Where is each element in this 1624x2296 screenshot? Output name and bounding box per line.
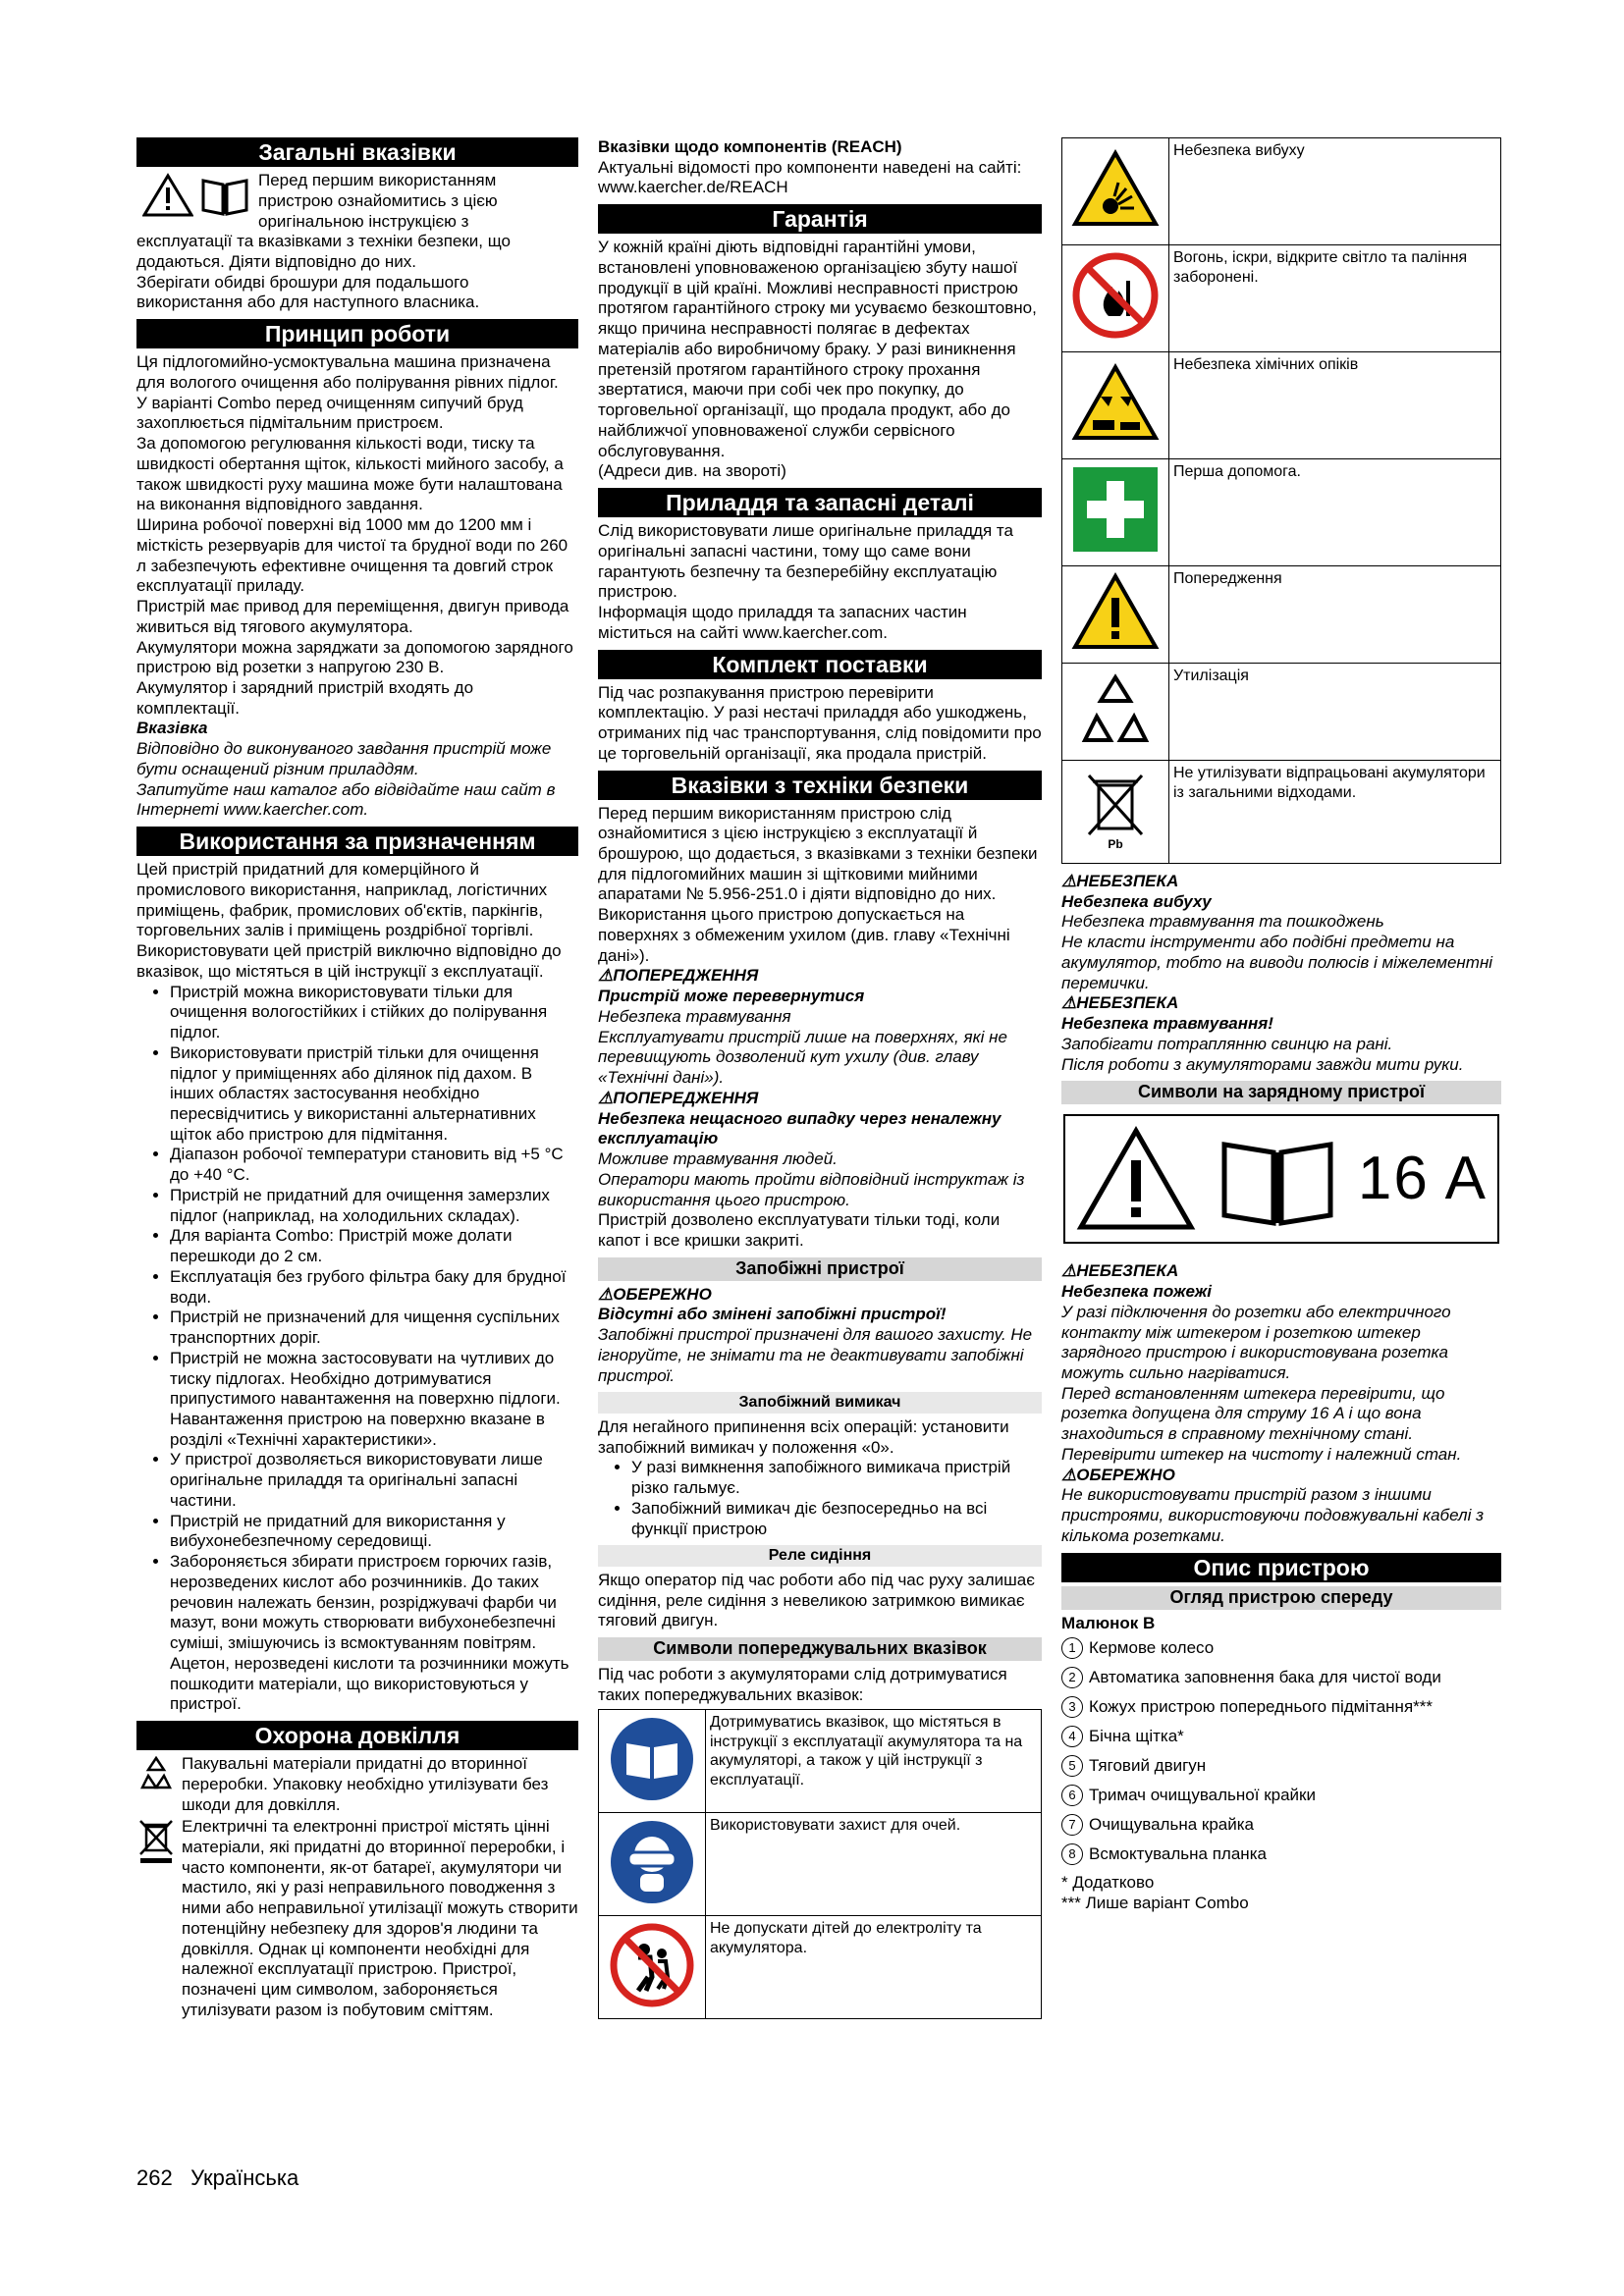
table-row xyxy=(599,1813,1042,1916)
list-item xyxy=(1061,1667,1501,1688)
part-number: 7 xyxy=(1061,1814,1083,1836)
caution-text: Запобіжні пристрої призначені для вашого захисту. Не ігноруйте, не знімати та не деактивувати запобіжні пристрої. xyxy=(598,1325,1033,1385)
intro-line-1: Перед першим використанням xyxy=(258,171,497,190)
heading-warn-symbols: Символи попереджувальних вказівок xyxy=(598,1637,1042,1661)
symbol-text: Перша допомога. xyxy=(1169,459,1501,566)
figure-label: Малюнок B xyxy=(1061,1613,1156,1632)
svg-text:Pb: Pb xyxy=(1108,837,1123,851)
env-row-packaging xyxy=(136,1754,578,1815)
principle-p2: У варіанті Combo перед очищенням сипучий бруд захоплюється підмітальним пристроєм. xyxy=(136,393,523,433)
symbol-cell xyxy=(599,1813,706,1916)
heading-warranty: Гарантія xyxy=(598,204,1042,234)
safety-p3: Пристрій дозволено експлуатувати тільки тоді, коли капот і все кришки закриті. xyxy=(598,1210,1001,1250)
safety-p2: Використання цього пристрою допускається на поверхнях з обмеженим ухилом (див. главу «Технічні дані»). xyxy=(598,905,1010,965)
warning-2-label-text: ПОПЕРЕДЖЕННЯ xyxy=(613,1088,759,1107)
explosion-hazard-icon xyxy=(1071,149,1160,228)
warranty-text-2: (Адреси див. на звороті) xyxy=(598,461,786,481)
seat-text: Якщо оператор під час роботи або під час руху залишає сидіння, реле сидіння з невеликою затримкою вимикає тяговий двигун. xyxy=(598,1570,1035,1630)
heading-principle: Принцип роботи xyxy=(136,319,578,348)
part-number: 3 xyxy=(1061,1696,1083,1718)
list-item xyxy=(1061,1785,1501,1806)
warranty-text: У кожній країні діють відповідні гарантійні умови, встановлені уповноваженою організацією збуту нашої продукції в цій країні. Можливі несправності пристрою протягом гарантійного строку ми усуваємо безкоштовно, якщо причина несправності полягає в дефектах матеріалів або виробничому браку. У разі виникнення претензій протягом гарантійного строку прохання звертатися, маючи при собі чек про покупку, до торговельної організації, що продала продукт, або до найближчої уповноваженої служби сервісного обслуговування. xyxy=(598,238,1037,460)
warning-triangle-icon: ⚠ xyxy=(598,966,614,986)
heading-accessories: Приладдя та запасні деталі xyxy=(598,488,1042,517)
env-p2: Електричні та електронні пристрої містять цінні матеріали, які придатні до вторинної переробки, і часто компоненти, як-от батареї, акумулятори чи мастило, які у разі неправильного поводження з ними або неправильної утилізації можуть створити потенційну небезпеку для здоров'я людини та довкілля. Однак ці компоненти необхідні для належної експлуатації пристрою. Пристрої, позначені цим символом, забороняється утилізувати разом із побутовим сміттям. xyxy=(182,1817,578,2019)
table-row xyxy=(1062,566,1501,664)
symbol-cell xyxy=(1062,566,1169,664)
symbol-text: Дотримуватись вказівок, що містяться в інструкції з експлуатації акумулятора та на акумуляторі, а також у цій інструкції з експлуатації. xyxy=(706,1710,1042,1813)
symbol-text: Вогонь, іскри, відкрите світло та паління заборонені. xyxy=(1169,245,1501,352)
chemical-burn-icon xyxy=(1071,363,1160,442)
heading-description: Опис пристрою xyxy=(1061,1553,1501,1582)
danger-3-label xyxy=(1061,1261,1501,1282)
intended-p1: Цей пристрій придатний для комерційного й промислового використання, наприклад, логістичних приміщень, фабрик, промислових об'єктів, паркінгів, торговельних залів і приміщень роздрібної торгівлі. Використовувати цей пристрій виключно відповідно до вказівок, що містяться в цій інструкції з експлуатації. xyxy=(136,860,562,981)
heading-charger-symbols: Символи на зарядному пристрої xyxy=(1061,1081,1501,1104)
symbol-text: Небезпека вибуху xyxy=(1169,138,1501,245)
warning-triangle-icon: ⚠ xyxy=(598,1284,614,1304)
symbol-cell xyxy=(1062,245,1169,352)
part-label: Очищувальна крайка xyxy=(1089,1814,1254,1834)
intro-line-3: оригінальною інструкцією з xyxy=(258,211,469,231)
first-aid-icon xyxy=(1071,465,1160,554)
list-item: • Запобіжний вимикач діє безпосередньо на всі функції пристрою xyxy=(631,1499,1042,1539)
section-general xyxy=(136,137,578,313)
symbol-cell xyxy=(1062,138,1169,245)
warning-1-label xyxy=(598,966,1042,987)
section-charger-symbols xyxy=(1061,1081,1501,1244)
part-number: 2 xyxy=(1061,1667,1083,1688)
warning-2-title: Небезпека нещасного випадку через неналежну експлуатацію xyxy=(598,1108,1001,1148)
warning-1-title: Пристрій може перевернутися xyxy=(598,987,865,1006)
page-footer xyxy=(136,2165,298,2192)
section-principle xyxy=(136,319,578,821)
section-estop xyxy=(598,1392,1042,1539)
principle-p4: Ширина робочої поверхні від 1000 мм до 1200 мм і місткість резервуарів для чистої та брудної води по 260 л забезпечують ефективне очищення та довгий строк експлуатації приладу. xyxy=(136,515,568,596)
eye-protection-icon xyxy=(609,1819,695,1905)
warnsymbols-p1: Під час роботи з акумуляторами слід дотримуватися таких попереджувальних вказівок: xyxy=(598,1664,1007,1704)
symbol-cell xyxy=(599,1916,706,2019)
heading-delivery: Комплект поставки xyxy=(598,650,1042,679)
page-number: 262 xyxy=(136,2165,173,2190)
list-item: • Пристрій не можна застосовувати на чутливих до тиску підлогах. Необхідно дотримуватися припустимого навантаження на поверхню підлоги. Навантаження пристрою на поверхню вказане в розділі «Технічні характеристики». xyxy=(170,1349,578,1451)
accessories-p2: Інформація щодо приладдя та запасних частин міститься на сайті www.kaercher.com. xyxy=(598,603,967,642)
part-number: 5 xyxy=(1061,1755,1083,1777)
list-item: • Пристрій не призначений для чищення суспільних транспортних доріг. xyxy=(170,1308,578,1348)
part-label: Автоматика заповнення бака для чистої води xyxy=(1089,1667,1441,1686)
danger-3-text-2: Перед встановленням штекера перевірити, що розетка допущена для струму 16 A і що вона знаходиться в справному технічному стані. Перевірити штекер на чистоту і належний стан. xyxy=(1061,1383,1462,1464)
heading-general: Загальні вказівки xyxy=(136,137,578,167)
manual-book-icon xyxy=(199,173,250,218)
section-warn-symbols xyxy=(598,1637,1042,2019)
caution-title: Відсутні або змінені запобіжні пристрої! xyxy=(598,1305,947,1324)
heading-safety: Вказівки з техніки безпеки xyxy=(598,771,1042,800)
table-row xyxy=(1062,459,1501,566)
danger-3-label-text: НЕБЕЗПЕКА xyxy=(1076,1261,1179,1281)
part-number: 8 xyxy=(1061,1843,1083,1865)
part-label: Тяговий двигун xyxy=(1089,1755,1207,1775)
warning-triangle-icon: ⚠ xyxy=(598,1088,614,1107)
intro-rest: експлуатації та вказівками з техніки безпеки, що додаються. Діяти відповідно до них. xyxy=(136,232,511,271)
reach-text: Актуальні відомості про компоненти наведені на сайті: www.kaercher.de/REACH xyxy=(598,157,1022,197)
part-label: Бічна щітка* xyxy=(1089,1726,1184,1745)
warning-triangle-icon: ⚠ xyxy=(1061,1261,1077,1281)
symbol-text: Попередження xyxy=(1169,566,1501,664)
section-environment xyxy=(136,1721,578,2021)
column-2 xyxy=(598,137,1042,2027)
footnote-1: * Додатково xyxy=(1061,1873,1155,1893)
list-item: • У пристрої дозволяється використовувати лише оригінальне приладдя та оригінальні запасні частини. xyxy=(170,1450,578,1511)
list-item xyxy=(1061,1814,1501,1836)
warning-triangle-icon: ⚠ xyxy=(1061,872,1077,890)
warning-1-sub: Небезпека травмування xyxy=(598,1006,791,1026)
accessories-p1: Слід використовувати лише оригінальне приладдя та оригінальні запасні частини, тому що саме вони гарантують безпечну та безперебійну експлуатацію пристрою. xyxy=(598,521,1013,602)
estop-p1: Для негайного припинення всіх операцій: установити запобіжний вимикач у положення «0». xyxy=(598,1416,1009,1457)
section-warranty xyxy=(598,204,1042,482)
section-protective xyxy=(598,1257,1042,1387)
warning-1-text: Експлуатувати пристрій лише на поверхнях, які не перевищують дозволений кут ухилу (див. главу «Технічні дані»). xyxy=(598,1027,1007,1088)
principle-p1: Ця підлогомийно-усмоктувальна машина призначена для вологого очищення або полірування рівних підлог. xyxy=(136,352,559,392)
caution-label xyxy=(1061,1466,1501,1486)
symbol-cell xyxy=(1062,459,1169,566)
page xyxy=(136,137,1501,2027)
table-row xyxy=(1062,352,1501,459)
table-row xyxy=(1062,664,1501,761)
language-label: Українська xyxy=(190,2165,299,2190)
safety-p1: Перед першим використанням пристрою слід ознайомитися з цією інструкцією з експлуатації й брошурою, що додається, з вказівками з техніки безпеки для підлогомийних машин зі щітковими мийними апаратами № 5.956-251.0 і діяти відповідно до них. xyxy=(598,803,1038,904)
list-item xyxy=(1061,1755,1501,1777)
battery-symbols-table xyxy=(1061,137,1501,864)
list-item: • У разі вимкнення запобіжного вимикача пристрій різко гальмує. xyxy=(631,1458,1042,1498)
caution-label xyxy=(598,1285,1042,1306)
env-p1: Пакувальні матеріали придатні до вторинної переробки. Упаковку необхідно утилізувати без шкоди для довкілля. xyxy=(182,1754,549,1814)
list-item: • Діапазон робочої температури становить від +5 °C до +40 °C. xyxy=(170,1145,578,1185)
section-delivery xyxy=(598,650,1042,765)
section-intended-use xyxy=(136,827,578,1715)
table-row xyxy=(1062,245,1501,352)
crossed-bin-icon xyxy=(136,1817,176,1864)
symbol-text: Не допускати дітей до електроліту та акумулятора. xyxy=(706,1916,1042,2019)
section-danger-1 xyxy=(1061,872,1501,1075)
list-item xyxy=(1061,1843,1501,1865)
heading-environment: Охорона довкілля xyxy=(136,1721,578,1750)
section-accessories xyxy=(598,488,1042,643)
note-text-1: Відповідно до виконуваного завдання пристрій може бути оснащений різним приладдям. xyxy=(136,739,552,778)
danger-2-text-2: Після роботи з акумуляторами завжди мити руки. xyxy=(1061,1054,1464,1074)
heading-front-view: Огляд пристрою спереду xyxy=(1061,1586,1501,1610)
principle-p7: Акумулятор і зарядний пристрій входять до комплектації. xyxy=(136,677,474,718)
manual-book-icon xyxy=(1217,1125,1338,1233)
warning-2-label xyxy=(598,1089,1042,1109)
symbol-cell xyxy=(1062,664,1169,761)
table-row xyxy=(1062,138,1501,245)
intro-line-2: пристрою ознайомитись з цією xyxy=(258,190,498,210)
list-item xyxy=(1061,1726,1501,1747)
danger-1-label xyxy=(1061,872,1501,892)
part-number: 4 xyxy=(1061,1726,1083,1747)
warning-2-text: Оператори мають пройти відповідний інструктаж із використання цього пристрою. xyxy=(598,1169,1025,1209)
part-label: Всмоктувальна планка xyxy=(1089,1843,1267,1863)
symbol-cell xyxy=(1062,761,1169,864)
table-row xyxy=(599,1710,1042,1813)
caution-text: Не використовувати пристрій разом з іншими пристроями, використовуючи подовжувальні кабелі з кількома розетками. xyxy=(1061,1485,1484,1545)
read-manual-icon xyxy=(609,1716,695,1802)
warning-1-label-text: ПОПЕРЕДЖЕННЯ xyxy=(613,966,759,986)
caution-label-text: ОБЕРЕЖНО xyxy=(1076,1465,1175,1484)
caution-label-text: ОБЕРЕЖНО xyxy=(613,1284,712,1304)
warning-triangle-icon: ⚠ xyxy=(1061,1465,1077,1484)
table-row xyxy=(599,1916,1042,2019)
list-item xyxy=(1061,1637,1501,1659)
general-warning-icon xyxy=(1071,572,1160,651)
intro-icons xyxy=(142,173,250,232)
part-label: Кермове колесо xyxy=(1089,1637,1215,1657)
heading-estop: Запобіжний вимикач xyxy=(598,1392,1042,1414)
env-row-weee xyxy=(136,1817,578,2020)
list-item: • Експлуатація без грубого фільтра баку для брудної води. xyxy=(170,1267,578,1308)
note-text-2: Запитуйте наш каталог або відвідайте наш сайт в Інтернеті www.kaercher.com. xyxy=(136,779,556,820)
no-children-icon xyxy=(609,1922,695,2008)
estop-list xyxy=(598,1458,1042,1539)
principle-p3: За допомогою регулювання кількості води, тиску та швидкості обертання щіток, кількості мийного засобу, а також швидкості руху машина може бути налаштована на виконання відповідного завдання. xyxy=(136,434,564,514)
symbol-text: Не утилізувати відпрацьовані акумулятори із загальними відходами. xyxy=(1169,761,1501,864)
danger-3-text-1: У разі підключення до розетки або електричного контакту між штекером і розеткою штекер зарядного пристрою і використовувана розетка можуть сильно нагріватися. xyxy=(1061,1302,1451,1382)
principle-p6: Акумулятори можна заряджати за допомогою зарядного пристрою від розетки з напругою 230 В. xyxy=(136,637,573,677)
danger-2-label-text: НЕБЕЗПЕКА xyxy=(1076,993,1179,1013)
list-item: • Пристрій не придатний для використання у вибухонебезпечному середовищі. xyxy=(170,1512,578,1552)
danger-2-title: Небезпека травмування! xyxy=(1061,1014,1273,1034)
intro-text xyxy=(258,171,498,232)
list-item: • Для варіанта Combo: Пристрій може долати перешкоди до 2 см. xyxy=(170,1226,578,1266)
danger-3-title: Небезпека пожежі xyxy=(1061,1282,1212,1302)
current-rating: 16 A xyxy=(1357,1145,1488,1213)
section-danger-3 xyxy=(1061,1261,1501,1546)
crossed-bin-icon xyxy=(1081,768,1150,850)
symbol-text: Небезпека хімічних опіків xyxy=(1169,352,1501,459)
warning-triangle-icon: ⚠ xyxy=(1061,993,1077,1013)
charger-symbols-box xyxy=(1063,1114,1499,1244)
warning-2-sub: Можливе травмування людей. xyxy=(598,1149,838,1169)
reach-title: Вказівки щодо компонентів (REACH) xyxy=(598,137,902,156)
danger-1-title: Небезпека вибуху xyxy=(1061,891,1212,911)
table-row xyxy=(1062,761,1501,864)
warn-symbols-table xyxy=(598,1709,1042,2019)
part-label: Тримач очищувальної крайки xyxy=(1089,1785,1316,1804)
warning-triangle-icon xyxy=(1075,1125,1197,1233)
section-reach xyxy=(598,137,1042,198)
column-1 xyxy=(136,137,578,2027)
recycling-icon xyxy=(1071,669,1160,748)
symbol-text: Використовувати захист для очей. xyxy=(706,1813,1042,1916)
section-seat xyxy=(598,1545,1042,1631)
part-label: Кожух пристрою попереднього підмітання*** xyxy=(1089,1696,1434,1716)
danger-2-text-1: Запобігати потраплянню свинцю на рані. xyxy=(1061,1034,1393,1053)
no-fire-icon xyxy=(1071,251,1160,340)
delivery-text: Під час розпакування пристрою перевірити комплектацію. У разі нестачі приладдя або ушкоджень, отриманих під час транспортування, слід повідомити про це торговельній організації, яка продала пристрій. xyxy=(598,682,1042,763)
danger-1-sub: Небезпека травмування та пошкоджень xyxy=(1061,912,1384,932)
general-p2: Зберігати обидві брошури для подальшого використання або для наступного власника. xyxy=(136,272,480,312)
danger-1-text: Не класти інструменти або подібні предмети на акумулятор, тобто на виводи полюсів і міжелементні перемички. xyxy=(1061,933,1493,992)
recycling-icon xyxy=(136,1754,176,1793)
intended-list xyxy=(136,983,578,1715)
intro-block xyxy=(136,171,578,232)
list-item: • Використовувати пристрій тільки для очищення підлог у приміщеннях або ділянок під дахом. В інших областях застосування необхідно пересвідчитись у використанні альтернативних щіток або пристрою для підмітання. xyxy=(170,1043,578,1146)
parts-list xyxy=(1061,1637,1501,1865)
part-number: 1 xyxy=(1061,1637,1083,1659)
list-item xyxy=(1061,1696,1501,1718)
danger-2-label xyxy=(1061,993,1501,1014)
list-item: • Пристрій не придатний для очищення замерзлих підлог (наприклад, на холодильних складах). xyxy=(170,1186,578,1226)
principle-p5: Пристрій має привод для переміщення, двигун привода живиться від тягового акумулятора. xyxy=(136,597,569,636)
symbol-cell xyxy=(1062,352,1169,459)
heading-intended-use: Використання за призначенням xyxy=(136,827,578,856)
heading-protective: Запобіжні пристрої xyxy=(598,1257,1042,1281)
list-item: • Пристрій можна використовувати тільки для очищення вологостійких і стійких до полірування підлог. xyxy=(170,983,578,1043)
warning-triangle-icon xyxy=(142,173,193,218)
section-safety xyxy=(598,771,1042,1252)
column-3 xyxy=(1061,137,1501,2027)
danger-1-label-text: НЕБЕЗПЕКА xyxy=(1076,872,1179,890)
section-description xyxy=(1061,1553,1501,1914)
symbol-cell xyxy=(599,1710,706,1813)
list-item: • Забороняється збирати пристроєм горючих газів, нерозведених кислот або розчинників. До таких речовин належать бензин, розріджувачі фарби чи мазут, вони можуть створювати вибухонебезпечні суміші, змішуючись із всмоктуванням повітрям. Ацетон, нерозведені кислоти та розчинники можуть пошкодити матеріали, що використовуються у пристрої. xyxy=(170,1552,578,1715)
footnote-2: *** Лише варіант Combo xyxy=(1061,1894,1249,1913)
note-label: Вказівка xyxy=(136,719,208,738)
symbol-text: Утилізація xyxy=(1169,664,1501,761)
heading-seat: Реле сидіння xyxy=(598,1545,1042,1567)
part-number: 6 xyxy=(1061,1785,1083,1806)
